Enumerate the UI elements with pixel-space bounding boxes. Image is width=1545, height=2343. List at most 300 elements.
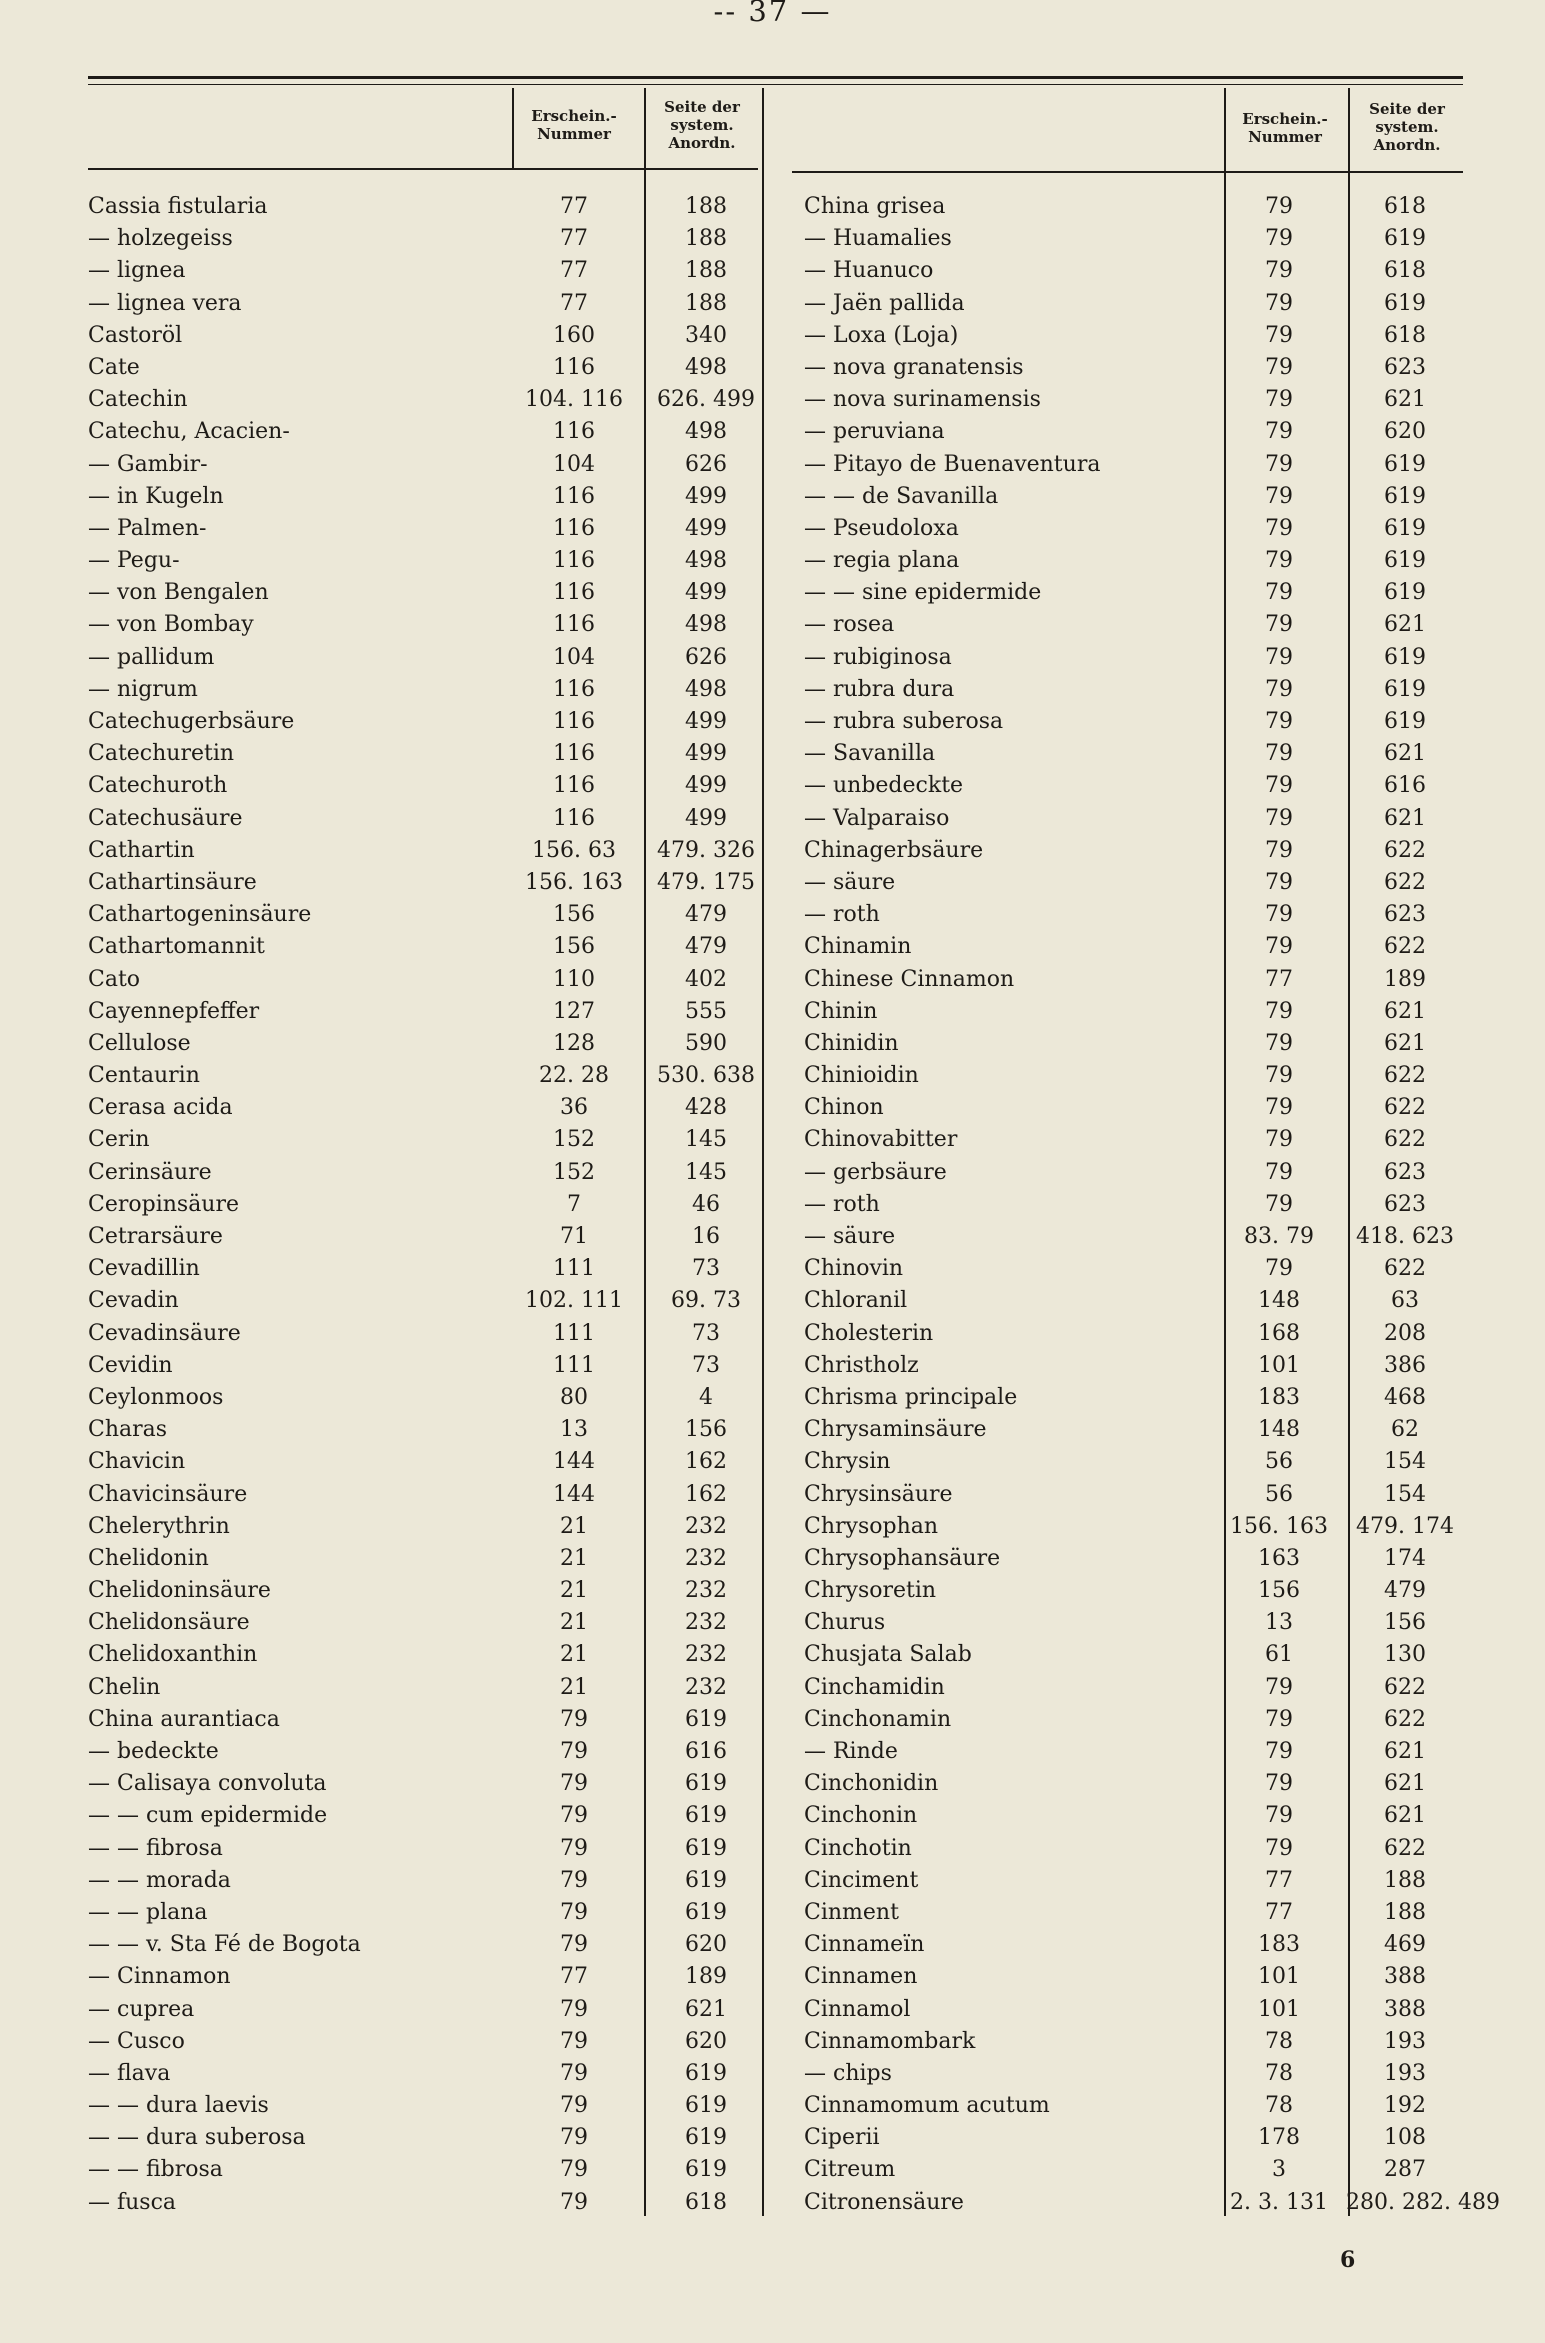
index-entry [804,2090,1484,2122]
entry-seite: 499 [685,580,727,606]
entry-erschein-nummer: 116 [553,773,595,799]
entry-name: Cholesterin [804,1320,934,1346]
index-entry [804,1575,1484,1607]
index-entry [88,1607,768,1639]
entry-name: — Pitayo de Buenaventura [804,451,1101,477]
entry-erschein-nummer: 79 [1265,1771,1293,1797]
entry-name: Chinidin [804,1030,899,1056]
entry-name: — Rinde [804,1739,898,1764]
entry-seite: 428 [685,1095,727,1121]
entry-erschein-nummer: 144 [553,1481,595,1507]
entry-name: Catechin [88,387,188,413]
index-entry [88,255,768,287]
entry-erschein-nummer: 78 [1265,2060,1293,2086]
entry-name: Chelidonin [88,1545,209,1571]
entry-name: — von Bengalen [88,580,269,606]
entry-name: — — cum epidermide [88,1803,328,1829]
index-entry [88,835,768,867]
header-line: Anordn. [1373,136,1441,154]
index-entry [88,738,768,770]
index-entry [88,416,768,448]
index-entry [88,770,768,802]
entry-seite: 208 [1384,1320,1426,1346]
entry-erschein-nummer: 22. 28 [539,1063,609,1089]
entry-name: Cathartinsäure [88,869,257,895]
entry-name: — — dura suberosa [88,2125,306,2151]
entry-erschein-nummer: 101 [1258,1996,1300,2022]
index-entry [88,1350,768,1382]
entry-seite: 402 [685,966,727,992]
entry-erschein-nummer: 101 [1258,1964,1300,1990]
entry-erschein-nummer: 79 [1265,644,1293,670]
entry-name: Chelidoxanthin [88,1642,258,1668]
entry-seite: 498 [685,354,727,380]
entry-seite: 418. 623 [1356,1224,1454,1249]
entry-seite: 479 [685,902,727,928]
entry-name: Cinchonin [804,1803,918,1829]
entry-erschein-nummer: 79 [1265,869,1293,895]
right-header-seite [1350,100,1464,154]
entry-erschein-nummer: 79 [560,1932,588,1958]
entry-erschein-nummer: 7 [567,1191,581,1217]
entry-seite: 193 [1384,2028,1426,2054]
index-entry [804,1704,1484,1736]
entry-name: — Palmen- [88,515,207,541]
entry-name: Cetrarsäure [88,1224,223,1249]
entry-seite: 626. 499 [657,387,755,413]
index-entry [804,255,1484,287]
entry-seite: 232 [685,1578,727,1604]
index-entry [88,1446,768,1478]
entry-erschein-nummer: 104 [553,451,595,477]
index-entry [88,1768,768,1800]
entry-name: Chavicin [88,1449,186,1475]
entry-name: Churus [804,1610,886,1636]
index-entry [88,1994,768,2026]
entry-erschein-nummer: 104. 116 [525,387,623,413]
entry-seite: 619 [685,1835,727,1861]
index-entry [804,674,1484,706]
index-entry [804,1446,1484,1478]
entry-erschein-nummer: 21 [560,1642,588,1668]
index-entry [804,1189,1484,1221]
index-entry [804,1253,1484,1285]
entry-erschein-nummer: 79 [1265,902,1293,928]
index-entry [804,2026,1484,2058]
entry-erschein-nummer: 61 [1265,1642,1293,1668]
entry-erschein-nummer: 116 [553,483,595,509]
entry-seite: 189 [1384,966,1426,992]
entry-seite: 619 [685,2093,727,2119]
entry-name: — Huamalies [804,226,952,252]
header-line: Seite der [1369,100,1445,118]
index-entry [804,964,1484,996]
entry-name: Cinchotin [804,1835,912,1861]
entry-seite: 619 [1384,644,1426,670]
entry-name: Chrysoretin [804,1578,937,1604]
index-entry [88,1028,768,1060]
index-entry [804,352,1484,384]
entry-erschein-nummer: 79 [1265,548,1293,574]
index-entry [88,1060,768,1092]
entry-name: — roth [804,902,880,928]
index-entry [804,1028,1484,1060]
entry-erschein-nummer: 77 [560,258,588,284]
entry-erschein-nummer: 148 [1258,1417,1300,1443]
entry-seite: 73 [692,1352,720,1378]
entry-name: Catechusäure [88,805,243,831]
index-entry [804,1318,1484,1350]
entry-erschein-nummer: 156. 163 [525,869,623,895]
entry-seite: 621 [1384,1739,1426,1764]
entry-erschein-nummer: 78 [1265,2028,1293,2054]
entry-name: — chips [804,2060,892,2086]
index-entry [88,1382,768,1414]
entry-name: Chrisma principale [804,1384,1018,1410]
entry-name: Cinnameïn [804,1932,925,1958]
entry-seite: 469 [1384,1932,1426,1958]
entry-seite: 479 [1384,1578,1426,1604]
index-entry [804,1382,1484,1414]
entry-erschein-nummer: 111 [553,1320,595,1346]
entry-seite: 616 [1384,773,1426,799]
entry-seite: 192 [1384,2093,1426,2119]
entry-erschein-nummer: 79 [1265,709,1293,734]
entry-name: Chinovin [804,1256,904,1282]
index-entry [804,191,1484,223]
entry-erschein-nummer: 3 [1272,2157,1286,2183]
index-entry [88,1414,768,1446]
entry-erschein-nummer: 77 [560,194,588,219]
entry-erschein-nummer: 80 [560,1384,588,1410]
entry-seite: 619 [1384,548,1426,574]
entry-seite: 156 [1384,1610,1426,1636]
header-line: Erschein.- [1242,110,1328,128]
entry-erschein-nummer: 77 [560,1964,588,1990]
entry-name: Citreum [804,2157,896,2183]
entry-erschein-nummer: 2. 3. 131 [1230,2189,1328,2215]
entry-name: — — plana [88,1899,208,1925]
entry-seite: 619 [685,2060,727,2086]
index-entry [804,1639,1484,1671]
entry-name: Chloranil [804,1288,908,1314]
index-entry [88,1221,768,1253]
entry-erschein-nummer: 79 [1265,998,1293,1024]
index-entry [88,867,768,899]
entry-name: — — fibrosa [88,1835,223,1861]
index-entry [88,1833,768,1865]
entry-erschein-nummer: 116 [553,741,595,767]
header-line: system. [670,116,734,134]
entry-name: — bedeckte [88,1739,219,1764]
entry-seite: 479. 326 [657,837,755,863]
index-entry [88,996,768,1028]
entry-seite: 622 [1384,1063,1426,1089]
index-entry [88,1704,768,1736]
index-entry [88,1736,768,1768]
index-entry [804,1350,1484,1382]
entry-seite: 188 [685,226,727,252]
entry-name: — — fibrosa [88,2157,223,2183]
entry-seite: 498 [685,612,727,638]
entry-seite: 621 [1384,998,1426,1024]
entry-seite: 619 [685,1867,727,1893]
entry-erschein-nummer: 79 [560,1739,588,1764]
entry-erschein-nummer: 79 [560,2060,588,2086]
entry-seite: 162 [685,1481,727,1507]
index-entry [88,2026,768,2058]
entry-seite: 622 [1384,837,1426,863]
entry-seite: 498 [685,676,727,702]
entry-name: Cevidin [88,1352,173,1378]
entry-seite: 618 [685,2189,727,2215]
entry-seite: 232 [685,1545,727,1571]
entry-erschein-nummer: 79 [1265,194,1293,219]
entry-seite: 621 [1384,1030,1426,1056]
entry-seite: 232 [685,1513,727,1539]
entry-erschein-nummer: 116 [553,709,595,734]
entry-erschein-nummer: 36 [560,1095,588,1121]
entry-seite: 620 [685,1932,727,1958]
header-line: Erschein.- [531,107,617,125]
entry-seite: 130 [1384,1642,1426,1668]
entry-seite: 619 [685,1771,727,1797]
entry-erschein-nummer: 79 [1265,934,1293,960]
entry-name: — rosea [804,612,895,638]
entry-erschein-nummer: 77 [1265,1899,1293,1925]
entry-erschein-nummer: 156 [1258,1578,1300,1604]
entry-erschein-nummer: 116 [553,548,595,574]
entry-name: — rubiginosa [804,644,952,670]
entry-name: Ciperii [804,2125,880,2151]
entry-name: Chinon [804,1095,884,1121]
index-entry [804,1768,1484,1800]
entry-seite: 193 [1384,2060,1426,2086]
index-entry [804,545,1484,577]
entry-erschein-nummer: 156. 163 [1230,1513,1328,1539]
entry-erschein-nummer: 102. 111 [525,1288,623,1314]
index-entry [804,867,1484,899]
entry-name: — säure [804,1224,896,1249]
entry-seite: 388 [1384,1964,1426,1990]
entry-name: Chelin [88,1674,161,1700]
entry-name: Chelidonsäure [88,1610,250,1636]
entry-seite: 621 [1384,1803,1426,1829]
index-entry [804,1092,1484,1124]
entry-seite: 232 [685,1674,727,1700]
entry-name: Cinciment [804,1867,919,1893]
entry-seite: 622 [1384,1095,1426,1121]
index-entry [804,1543,1484,1575]
index-entry [88,931,768,963]
entry-seite: 621 [1384,612,1426,638]
entry-erschein-nummer: 56 [1265,1449,1293,1475]
entry-erschein-nummer: 156 [553,902,595,928]
entry-erschein-nummer: 71 [560,1224,588,1249]
entry-erschein-nummer: 101 [1258,1352,1300,1378]
entry-seite: 62 [1391,1417,1419,1443]
header-line: system. [1375,118,1439,136]
entry-erschein-nummer: 116 [553,515,595,541]
entry-name: Citronensäure [804,2189,964,2215]
index-entry [804,1157,1484,1189]
entry-name: Chelerythrin [88,1513,230,1539]
entry-name: Chinese Cinnamon [804,966,1015,992]
entry-erschein-nummer: 116 [553,580,595,606]
entry-name: Cinnamol [804,1996,911,2022]
index-entry [804,931,1484,963]
entry-seite: 498 [685,419,727,445]
entry-erschein-nummer: 116 [553,419,595,445]
index-entry [804,320,1484,352]
entry-erschein-nummer: 77 [1265,1867,1293,1893]
index-entry [88,964,768,996]
index-entry [804,1800,1484,1832]
entry-erschein-nummer: 79 [1265,1706,1293,1732]
entry-seite: 619 [685,1899,727,1925]
entry-name: Cathartogeninsäure [88,902,312,928]
entry-name: Cellulose [88,1030,191,1056]
entry-seite: 619 [1384,709,1426,734]
entry-erschein-nummer: 79 [1265,773,1293,799]
index-entry [804,384,1484,416]
entry-name: — — sine epidermide [804,580,1042,606]
entry-seite: 620 [685,2028,727,2054]
entry-name: Cinchonamin [804,1706,952,1732]
entry-seite: 499 [685,483,727,509]
entry-seite: 188 [685,258,727,284]
entry-seite: 590 [685,1030,727,1056]
entry-seite: 621 [1384,387,1426,413]
entry-seite: 618 [1384,322,1426,348]
entry-name: Christholz [804,1352,919,1378]
index-entry [804,1511,1484,1543]
entry-name: Charas [88,1417,168,1443]
entry-name: Cate [88,354,140,380]
entry-name: Chinovabitter [804,1127,958,1153]
entry-name: Chrysaminsäure [804,1417,987,1443]
entry-name: China aurantiaca [88,1706,280,1732]
entry-erschein-nummer: 156 [553,934,595,960]
entry-name: — unbedeckte [804,773,964,799]
entry-name: — Huanuco [804,258,934,284]
entry-name: — Gambir- [88,451,208,477]
index-entry [88,1575,768,1607]
entry-seite: 63 [1391,1288,1419,1314]
index-entry [804,223,1484,255]
index-entry [88,481,768,513]
entry-erschein-nummer: 21 [560,1674,588,1700]
index-entry [804,996,1484,1028]
entry-erschein-nummer: 183 [1258,1932,1300,1958]
entry-erschein-nummer: 116 [553,612,595,638]
index-column-right [804,191,1500,2219]
entry-name: — lignea [88,258,186,284]
entry-seite: 188 [1384,1899,1426,1925]
entry-erschein-nummer: 79 [1265,1030,1293,1056]
entry-name: Catechu, Acacien- [88,419,290,445]
entry-seite: 498 [685,548,727,574]
entry-name: — Cinnamon [88,1964,231,1990]
entry-name: Catechugerbsäure [88,709,295,734]
index-entry [804,642,1484,674]
entry-name: Cinnamen [804,1964,918,1990]
index-entry [88,2122,768,2154]
entry-seite: 499 [685,741,727,767]
entry-name: — — v. Sta Fé de Bogota [88,1932,361,1958]
entry-seite: 386 [1384,1352,1426,1378]
entry-erschein-nummer: 79 [1265,1095,1293,1121]
index-entry [88,1511,768,1543]
header-line: Nummer [1248,128,1322,146]
entry-erschein-nummer: 79 [1265,1835,1293,1861]
entry-erschein-nummer: 21 [560,1513,588,1539]
entry-name: — — dura laevis [88,2093,269,2119]
entry-name: — in Kugeln [88,483,224,509]
entry-erschein-nummer: 178 [1258,2125,1300,2151]
entry-erschein-nummer: 79 [1265,387,1293,413]
entry-erschein-nummer: 79 [1265,1159,1293,1185]
entry-erschein-nummer: 79 [560,2093,588,2119]
entry-seite: 287 [1384,2157,1426,2183]
entry-seite: 479. 175 [657,869,755,895]
index-entry [804,513,1484,545]
entry-seite: 232 [685,1642,727,1668]
entry-name: — säure [804,869,896,895]
entry-erschein-nummer: 79 [1265,515,1293,541]
entry-seite: 4 [699,1384,713,1410]
index-entry [88,1865,768,1897]
entry-name: — roth [804,1191,880,1217]
entry-erschein-nummer: 83. 79 [1244,1224,1314,1249]
entry-erschein-nummer: 111 [553,1352,595,1378]
entry-erschein-nummer: 156. 63 [532,837,616,863]
index-entry [804,1285,1484,1317]
entry-name: Chrysophansäure [804,1545,1001,1571]
entry-seite: 622 [1384,1256,1426,1282]
entry-seite: 623 [1384,902,1426,928]
index-entry [804,899,1484,931]
entry-seite: 154 [1384,1449,1426,1475]
index-entry [88,899,768,931]
index-entry [804,1124,1484,1156]
entry-seite: 499 [685,805,727,831]
entry-erschein-nummer: 79 [1265,1256,1293,1282]
entry-name: Chelidoninsäure [88,1578,271,1604]
entry-seite: 499 [685,709,727,734]
entry-seite: 188 [1384,1867,1426,1893]
entry-seite: 162 [685,1449,727,1475]
entry-erschein-nummer: 111 [553,1256,595,1282]
index-entry [88,803,768,835]
index-entry [804,1736,1484,1768]
entry-seite: 46 [692,1191,720,1217]
index-entry [804,416,1484,448]
entry-seite: 619 [1384,483,1426,509]
entry-name: Cato [88,966,141,992]
top-rule-thin [88,84,1463,85]
entry-erschein-nummer: 79 [1265,612,1293,638]
index-entry [804,1607,1484,1639]
entry-name: Chrysinsäure [804,1481,953,1507]
index-entry [804,1961,1484,1993]
entry-seite: 621 [1384,741,1426,767]
entry-seite: 188 [685,194,727,219]
entry-name: Chavicinsäure [88,1481,248,1507]
entry-seite: 622 [1384,1127,1426,1153]
entry-erschein-nummer: 79 [1265,1739,1293,1764]
entry-name: — gerbsäure [804,1159,947,1185]
